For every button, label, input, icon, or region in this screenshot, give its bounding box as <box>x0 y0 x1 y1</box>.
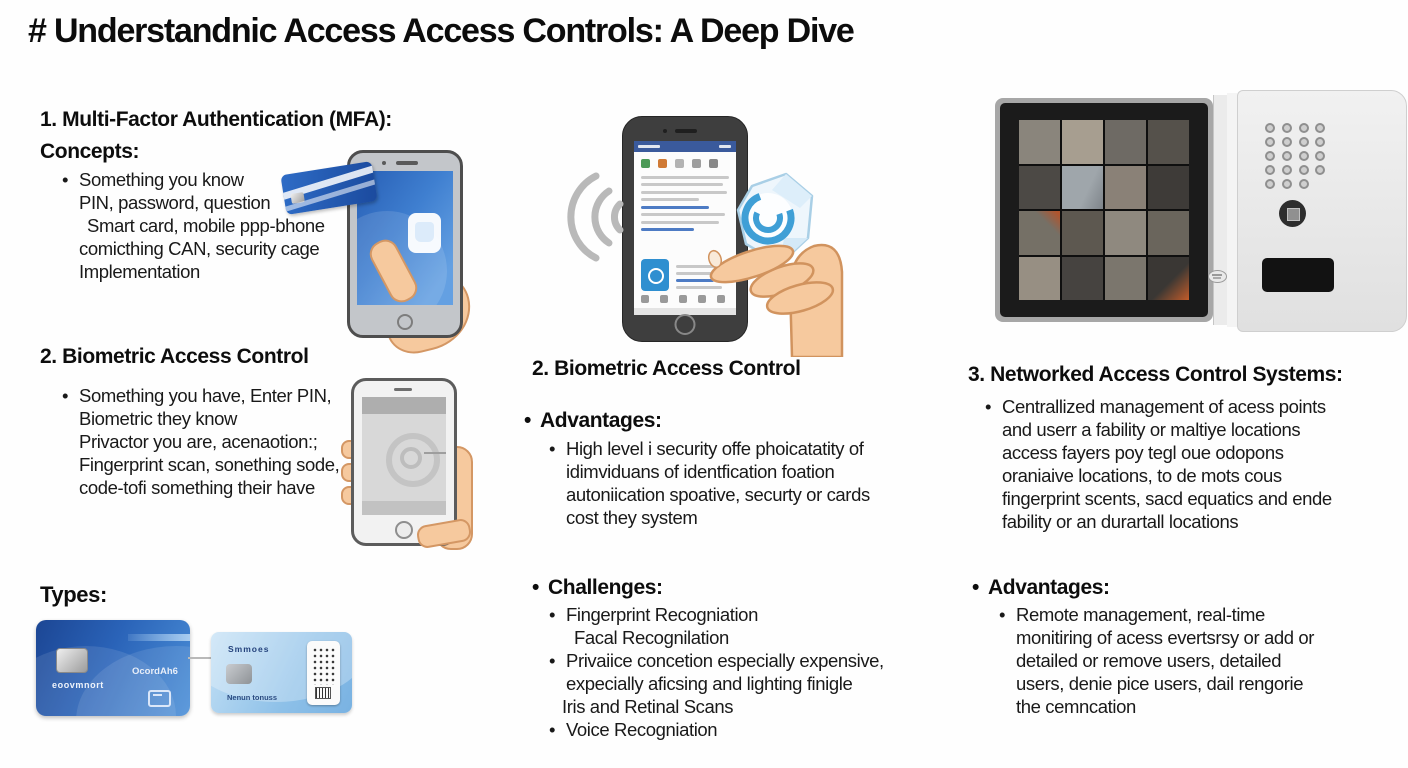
app-icon <box>709 159 718 168</box>
camera-feed <box>1148 120 1189 164</box>
card-brand-text: Smmoes <box>228 644 270 654</box>
camera-feed <box>1105 211 1146 255</box>
panel-divider <box>1227 93 1237 327</box>
keypad-button <box>1299 123 1309 133</box>
screen-text-line <box>641 183 723 186</box>
list-item: • Centrallized management of acess points <box>1002 395 1332 418</box>
keypad-button <box>1265 179 1275 189</box>
cctv-monitor <box>995 98 1213 322</box>
app-icon <box>679 295 687 303</box>
list-item: • Voice Recogniation <box>566 718 884 741</box>
smartphone <box>351 378 457 546</box>
home-button <box>395 521 413 539</box>
list-item: the cemncation <box>1016 696 1136 717</box>
speaker-icon <box>675 129 697 133</box>
list-item: • Remote management, real-time <box>1016 603 1314 626</box>
list-item: Smart card, mobile ppp-bhone <box>87 215 325 236</box>
list-item: and userr a fability or maltiye locations <box>1002 419 1301 440</box>
camera-feed <box>1105 257 1146 301</box>
nfc-phone-illustration <box>622 116 748 342</box>
keypad-button <box>1299 137 1309 147</box>
list-item: comicthing CAN, security cage <box>79 238 320 259</box>
networked-advantages-label: • Advantages: <box>988 576 1110 600</box>
list-item: Facal Recognilation <box>574 627 729 648</box>
camera-feed <box>1019 166 1060 210</box>
networked-advantages-list <box>1016 603 1314 718</box>
access-card-dark <box>36 620 190 716</box>
wallet-app-icon <box>408 213 441 253</box>
camera-feed <box>1148 257 1189 301</box>
mfa-subheading: Concepts: <box>40 140 140 163</box>
keypad-button <box>1265 137 1275 147</box>
panel-divider <box>1213 95 1228 325</box>
hand-back <box>747 245 842 357</box>
screen-mid-lines <box>676 261 733 289</box>
card-stripe <box>128 634 190 641</box>
page-title: # Understandnic Access Access Controls: A Deep Dive <box>28 12 854 50</box>
types-heading: Types: <box>40 582 107 607</box>
camera-feed <box>1148 211 1189 255</box>
brand-badge-icon <box>1208 270 1227 283</box>
nfc-app-tile-icon <box>641 259 669 291</box>
list-item: • Something you know <box>79 168 325 191</box>
networked-heading: 3. Networked Access Control Systems: <box>968 363 1343 386</box>
list-item: users, denie pice users, dail rengorie <box>1016 673 1304 694</box>
screen-text-line <box>641 198 699 201</box>
camera-feed <box>1019 120 1060 164</box>
speaker-icon <box>394 388 412 391</box>
camera-feed <box>1105 120 1146 164</box>
list-item: • Privaiice concetion especially expensive, <box>566 649 884 672</box>
biometric-left-list <box>79 384 339 499</box>
list-item: monitiring of acess evertsrsy or add or <box>1016 627 1314 648</box>
camera-feed <box>1148 166 1189 210</box>
keypad-button <box>1282 137 1292 147</box>
list-item: Implementation <box>79 261 200 282</box>
door-keypad <box>1265 123 1327 189</box>
camera-feed <box>1019 211 1060 255</box>
networked-list <box>1002 395 1332 533</box>
speaker-icon <box>396 161 418 165</box>
list-item: • High level i security offe phoicatatity of <box>566 437 870 460</box>
camera-feed <box>1062 166 1103 210</box>
card-number-text: OcordAh6 <box>132 666 178 677</box>
screen-link-line <box>676 279 714 282</box>
screen-text-line <box>641 221 719 224</box>
screen-text-line <box>676 272 718 275</box>
camera-feed <box>1105 166 1146 210</box>
card-holder-text: eoovmnort <box>52 680 104 690</box>
card-chip <box>226 664 252 684</box>
list-item: expecially aficsing and lighting finigle <box>566 673 853 694</box>
app-icon <box>675 159 684 168</box>
card-holder-text: Nenun tonuss <box>227 693 277 702</box>
camera-feed <box>1019 257 1060 301</box>
advantages-label: • Advantages: <box>540 409 662 433</box>
phone-screen <box>634 141 736 315</box>
home-button <box>397 314 413 330</box>
keypad-button <box>1282 179 1292 189</box>
app-header-bar <box>634 141 736 152</box>
app-icon <box>641 295 649 303</box>
app-icon-row <box>634 152 736 171</box>
keypad-button <box>1315 123 1325 133</box>
keypad-button <box>1315 137 1325 147</box>
card-chip <box>290 192 304 204</box>
app-icon <box>717 295 725 303</box>
keypad-button <box>1315 151 1325 161</box>
app-icon <box>660 295 668 303</box>
keypad-button <box>1282 165 1292 175</box>
screen-text-line <box>676 265 726 268</box>
biometric-center-heading: 2. Biometric Access Control <box>532 357 801 380</box>
advantages-list <box>566 437 870 529</box>
mfa-phone-illustration <box>283 146 465 340</box>
list-item: • Fingerprint Recogniation <box>566 603 884 626</box>
camera-feed <box>1062 120 1103 164</box>
security-token-icon <box>738 174 812 264</box>
app-icon <box>698 295 706 303</box>
screen-link-line <box>641 206 709 209</box>
list-item: code-tofi something their have <box>79 477 315 498</box>
list-item: autoniication spoative, securty or cards <box>566 484 870 505</box>
access-card-light <box>211 632 352 713</box>
list-item: • Something you have, Enter PIN, <box>79 384 339 407</box>
callout-line <box>424 452 446 454</box>
list-item: access fayers poy tegl oue odopons <box>1002 442 1284 463</box>
card-reader-slot <box>1262 258 1334 292</box>
nfc-waves-icon <box>571 176 620 258</box>
bottom-icon-row <box>641 295 725 303</box>
screen-text-line <box>641 176 729 179</box>
list-item: oraniaive locations, to de mots cous <box>1002 465 1282 486</box>
fingerprint-reader-button <box>1279 200 1306 227</box>
camera-dot-icon <box>382 161 386 165</box>
screen-text-line <box>641 191 727 194</box>
app-icon <box>658 159 667 168</box>
card-emblem-icon <box>148 690 171 707</box>
camera-feed-grid <box>1019 120 1189 300</box>
keypad-button <box>1299 179 1309 189</box>
connector-line <box>188 657 211 659</box>
list-item: detailed or remove users, detailed <box>1016 650 1282 671</box>
keypad-button <box>1282 123 1292 133</box>
mini-keypad-icon <box>307 641 340 705</box>
keypad-button <box>1265 123 1275 133</box>
list-item: PIN, password, question <box>79 192 271 213</box>
app-icon <box>641 159 650 168</box>
biometric-left-heading: 2. Biometric Access Control <box>40 345 309 368</box>
screen-link-line <box>641 228 694 231</box>
keypad-button <box>1299 151 1309 161</box>
header-text-line <box>719 145 731 148</box>
challenges-list <box>562 603 884 741</box>
screen-text-line <box>676 286 722 289</box>
list-item: Privactor you are, acenaotion:; <box>79 431 318 452</box>
networked-access-illustration <box>995 90 1405 330</box>
keypad-button <box>1265 165 1275 175</box>
phone-screen <box>362 397 446 515</box>
swirl-icon <box>648 268 664 284</box>
keypad-button <box>1265 151 1275 161</box>
mfa-heading: 1. Multi-Factor Authentication (MFA): <box>40 108 392 131</box>
header-text-line <box>638 145 660 148</box>
list-item: Fingerprint scan, sonething sode, <box>79 454 340 475</box>
list-item: fingerprint scents, sacd equatics and ende <box>1002 488 1332 509</box>
keypad-button <box>1282 151 1292 161</box>
card-chip <box>56 648 88 673</box>
screen-text-line <box>641 213 725 216</box>
fingerprint-swirl-icon <box>386 433 440 487</box>
home-button <box>675 314 696 335</box>
list-item: idimviduans of identfication foation <box>566 461 835 482</box>
keypad-button <box>1299 165 1309 175</box>
camera-feed <box>1062 211 1103 255</box>
list-item: Biometric they know <box>79 408 237 429</box>
biometric-phone-illustration <box>333 376 467 550</box>
list-item: fability or an durartall locations <box>1002 511 1239 532</box>
list-item: Iris and Retinal Scans <box>562 696 734 717</box>
camera-feed <box>1062 257 1103 301</box>
keypad-button <box>1315 165 1325 175</box>
camera-dot-icon <box>663 129 667 133</box>
app-icon <box>692 159 701 168</box>
challenges-label: • Challenges: <box>548 576 663 600</box>
list-item: cost they system <box>566 507 698 528</box>
monitor-bezel <box>1000 103 1208 317</box>
